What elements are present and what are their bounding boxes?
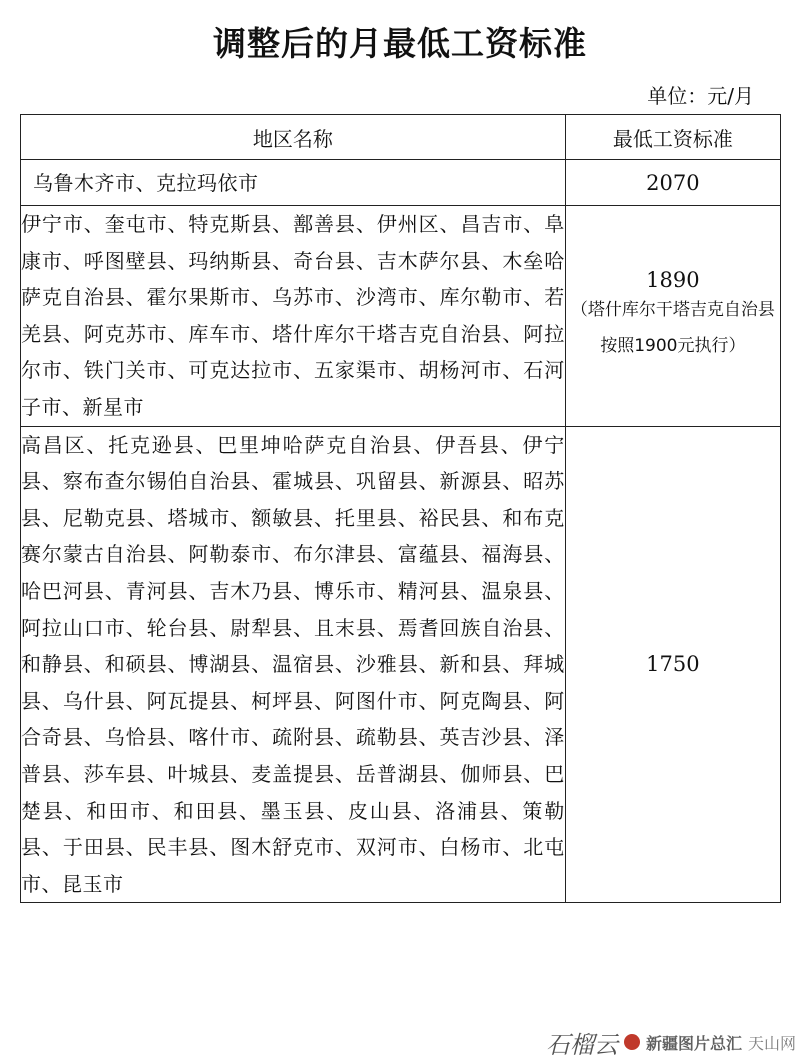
wage-cell — [565, 426, 780, 903]
wage-cell — [565, 160, 780, 206]
header-region: 地区名称 — [21, 115, 566, 160]
watermark-site: 天山网 — [747, 1033, 796, 1053]
wage-value: 1890 — [646, 267, 700, 292]
region-cell: 伊宁市、奎屯市、特克斯县、鄯善县、伊州区、昌吉市、阜康市、呼图壁县、玛纳斯县、奇台县、吉木萨尔县、木垒哈萨克自治县、霍尔果斯市、乌苏市、沙湾市、库尔勒市、若羌县、阿克苏市、库车市、塔什库尔干塔吉克自治县、阿拉尔市、铁门关市、可克达拉市、五家渠市、胡杨河市、石河子市、新星市 — [21, 206, 566, 427]
region-cell: 乌鲁木齐市、克拉玛依市 — [21, 160, 566, 206]
page-title: 调整后的月最低工资标准 — [213, 24, 587, 63]
table-row — [21, 206, 781, 427]
table-row — [21, 426, 781, 903]
pomegranate-icon — [624, 1034, 640, 1050]
header-wage: 最低工资标准 — [565, 115, 780, 160]
wage-table — [20, 114, 781, 903]
watermark-logo: 石榴云 — [545, 1030, 618, 1059]
unit-label: 单位：元/月 — [647, 84, 754, 108]
table-header-row — [21, 115, 781, 160]
watermark — [546, 1022, 796, 1062]
wage-value: 2070 — [646, 170, 700, 195]
region-cell: 高昌区、托克逊县、巴里坤哈萨克自治县、伊吾县、伊宁县、察布查尔锡伯自治县、霍城县、巩留县、新源县、昭苏县、尼勒克县、塔城市、额敏县、托里县、裕民县、和布克赛尔蒙古自治县、阿勒泰市、布尔津县、富蕴县、福海县、哈巴河县、青河县、吉木乃县、博乐市、精河县、温泉县、阿拉山口市、轮台县、尉犁县、且末县、焉耆回族自治县、和静县、和硕县、博湖县、温宿县、沙雅县、新和县、拜城县、乌什县、阿瓦提县、柯坪县、阿图什市、阿克陶县、阿合奇县、乌恰县、喀什市、疏附县、疏勒县、英吉沙县、泽普县、莎车县、叶城县、麦盖提县、岳普湖县、伽师县、巴楚县、和田市、和田县、墨玉县、皮山县、洛浦县、策勒县、于田县、民丰县、图木舒克市、双河市、白杨市、北屯市、昆玉市 — [21, 426, 566, 903]
table-row — [21, 160, 781, 206]
wage-cell — [565, 206, 780, 427]
wage-value: 1750 — [646, 652, 700, 677]
watermark-brand: 新疆图片总汇 — [645, 1033, 742, 1053]
wage-note: （塔什库尔干塔吉克自治县按照1900元执行） — [570, 299, 775, 356]
